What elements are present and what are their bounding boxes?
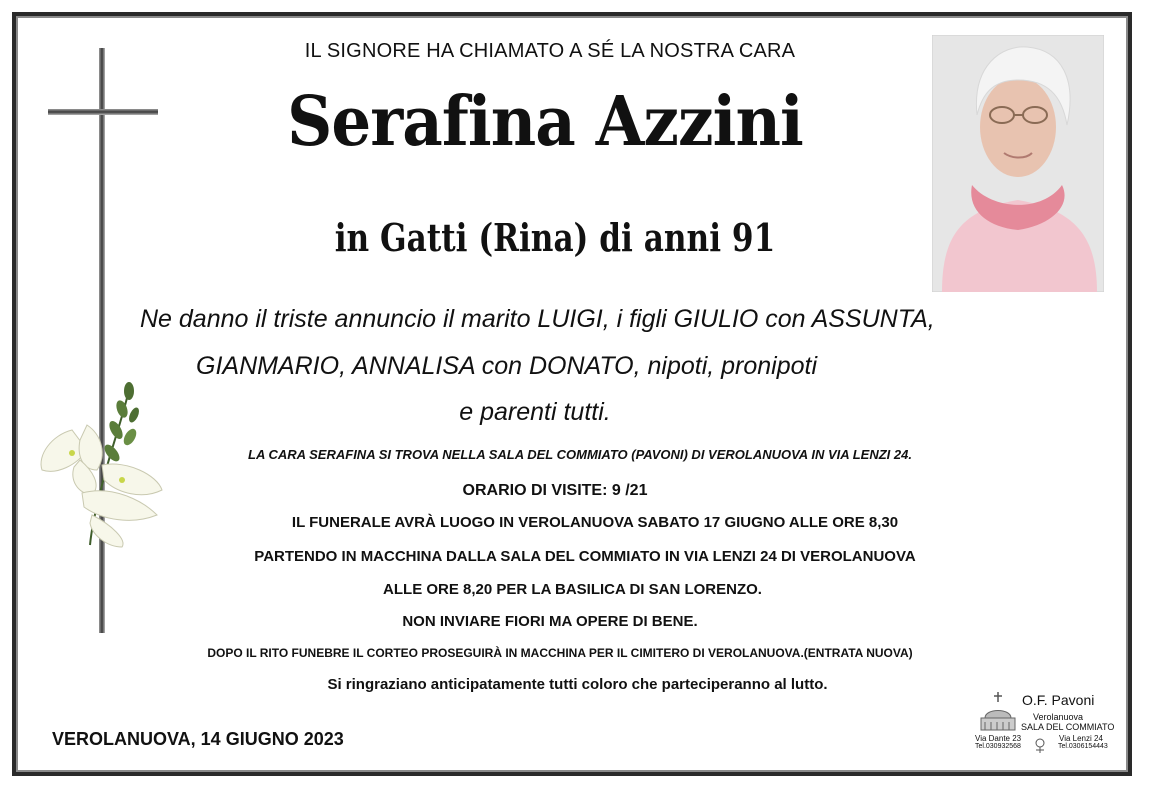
logo-title: O.F. Pavoni (1022, 692, 1095, 708)
announcement-line-2: GIANMARIO, ANNALISA con DONATO, nipoti, pronipoti (196, 352, 818, 380)
logo-address-2: Via Lenzi 24 (1059, 734, 1103, 743)
detail-thanks: Si ringraziano anticipatamente tutti coloro che parteciperanno al lutto. (327, 676, 828, 693)
church-logo-icon (975, 690, 1021, 734)
logo-phone-2: Tel.0306154443 (1058, 743, 1108, 750)
logo-address-1: Via Dante 23 (975, 734, 1022, 743)
detail-funeral: IL FUNERALE AVRÀ LUOGO IN VEROLANUOVA SABATO 17 GIUGNO ALLE ORE 8,30 (291, 514, 899, 531)
portrait-photo (932, 35, 1104, 292)
flower-small-icon (1030, 735, 1050, 753)
detail-visiting-hours: ORARIO DI VISITE: 9 /21 (462, 482, 648, 499)
announcement-line-3: e parenti tutti. (459, 398, 611, 426)
detail-departure: PARTENDO IN MACCHINA DALLA SALA DEL COMMIATO IN VIA LENZI 24 DI VEROLANUOVA (254, 548, 916, 565)
announcement-line-1: Ne danno il triste annuncio il marito LUIGI, i figli GIULIO con ASSUNTA, (140, 305, 935, 333)
intro-text: IL SIGNORE HA CHIAMATO A SÉ LA NOSTRA CARA (304, 40, 796, 62)
detail-procession: DOPO IL RITO FUNEBRE IL CORTEO PROSEGUIRÀ IN MACCHINA PER IL CIMITERO DI VEROLANUOVA.(ENTRATA NUOVA) (207, 646, 913, 660)
detail-location: LA CARA SERAFINA SI TROVA NELLA SALA DEL COMMIATO (PAVONI) DI VEROLANUOVA IN VIA LENZI 24. (248, 447, 912, 462)
detail-no-flowers: NON INVIARE FIORI MA OPERE DI BENE. (402, 613, 698, 630)
dateline: VEROLANUOVA, 14 GIUGNO 2023 (52, 729, 344, 749)
logo-hall: SALA DEL COMMIATO (1021, 722, 1115, 732)
deceased-name: Serafina Azzini (287, 82, 803, 162)
deceased-subtitle: in Gatti (Rina) di anni 91 (334, 215, 776, 260)
logo-city: Verolanuova (1033, 712, 1084, 722)
detail-basilica: ALLE ORE 8,20 PER LA BASILICA DI SAN LORENZO. (383, 581, 762, 598)
logo-phone-1: Tel.030932568 (975, 743, 1021, 750)
